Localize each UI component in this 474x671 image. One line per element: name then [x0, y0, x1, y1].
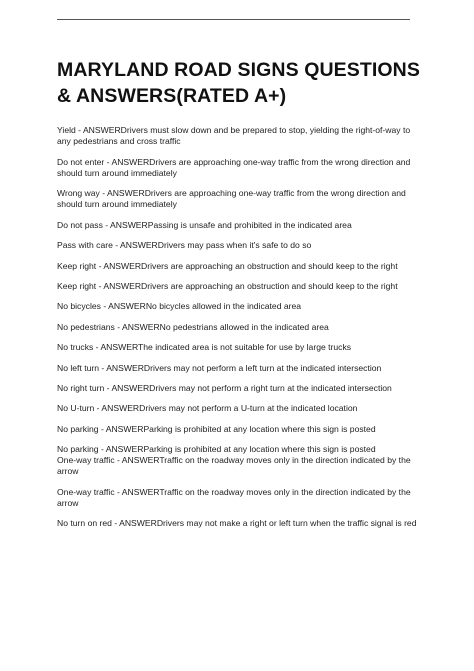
qa-entry-no-trucks: No trucks - ANSWERThe indicated area is not suitable for use by large trucks — [57, 342, 352, 353]
header-rule — [57, 19, 410, 20]
page-title: MARYLAND ROAD SIGNS QUESTIONS & ANSWERS(RATED A+) — [57, 59, 420, 107]
qa-entry-no-parking: No parking - ANSWERParking is prohibited at any location where this sign is posted — [57, 423, 376, 434]
qa-entry-keep-right: Keep right - ANSWERDrivers are approaching an obstruction and should keep to the right — [57, 260, 398, 271]
qa-entry-yield: Yield - ANSWERDrivers must slow down and be prepared to stop, yielding the right-of-way to any pedestrians and cross traffic — [57, 125, 411, 147]
qa-entry-pass-with-care: Pass with care - ANSWERDrivers may pass when it's safe to do so — [57, 240, 312, 251]
qa-entry-one-way-traffic: One-way traffic - ANSWERTraffic on the roadway moves only in the direction indicated by the arrow — [57, 455, 411, 477]
qa-entry-no-parking-repeat: No parking - ANSWERParking is prohibited at any location where this sign is posted — [57, 444, 376, 455]
qa-list — [57, 125, 422, 539]
qa-entry-no-pedestrians: No pedestrians - ANSWERNo pedestrians allowed in the indicated area — [57, 321, 329, 332]
qa-entry-do-not-enter: Do not enter - ANSWERDrivers are approaching one-way traffic from the wrong direction and should turn around immediately — [57, 156, 411, 178]
qa-entry-do-not-pass: Do not pass - ANSWERPassing is unsafe and prohibited in the indicated area — [57, 219, 352, 230]
qa-entry-no-u-turn: No U-turn - ANSWERDrivers may not perform a U-turn at the indicated location — [57, 403, 358, 414]
qa-entry-no-right-turn: No right turn - ANSWERDrivers may not perform a right turn at the indicated intersection — [57, 382, 392, 393]
qa-entry-no-turn-on-red: No turn on red - ANSWERDrivers may not make a right or left turn when the traffic signal is red — [57, 518, 417, 529]
qa-entry-one-way-traffic-repeat: One-way traffic - ANSWERTraffic on the roadway moves only in the direction indicated by the arrow — [57, 486, 411, 509]
qa-entry-no-left-turn: No left turn - ANSWERDrivers may not perform a left turn at the indicated intersection — [57, 362, 382, 373]
qa-entry-keep-right-repeat: Keep right - ANSWERDrivers are approaching an obstruction and should keep to the right — [57, 280, 398, 291]
qa-entry-no-bicycles: No bicycles - ANSWERNo bicycles allowed in the indicated area — [57, 301, 302, 312]
qa-entry-wrong-way: Wrong way - ANSWERDrivers are approaching one-way traffic from the wrong direction and should turn around immediately — [57, 188, 406, 210]
